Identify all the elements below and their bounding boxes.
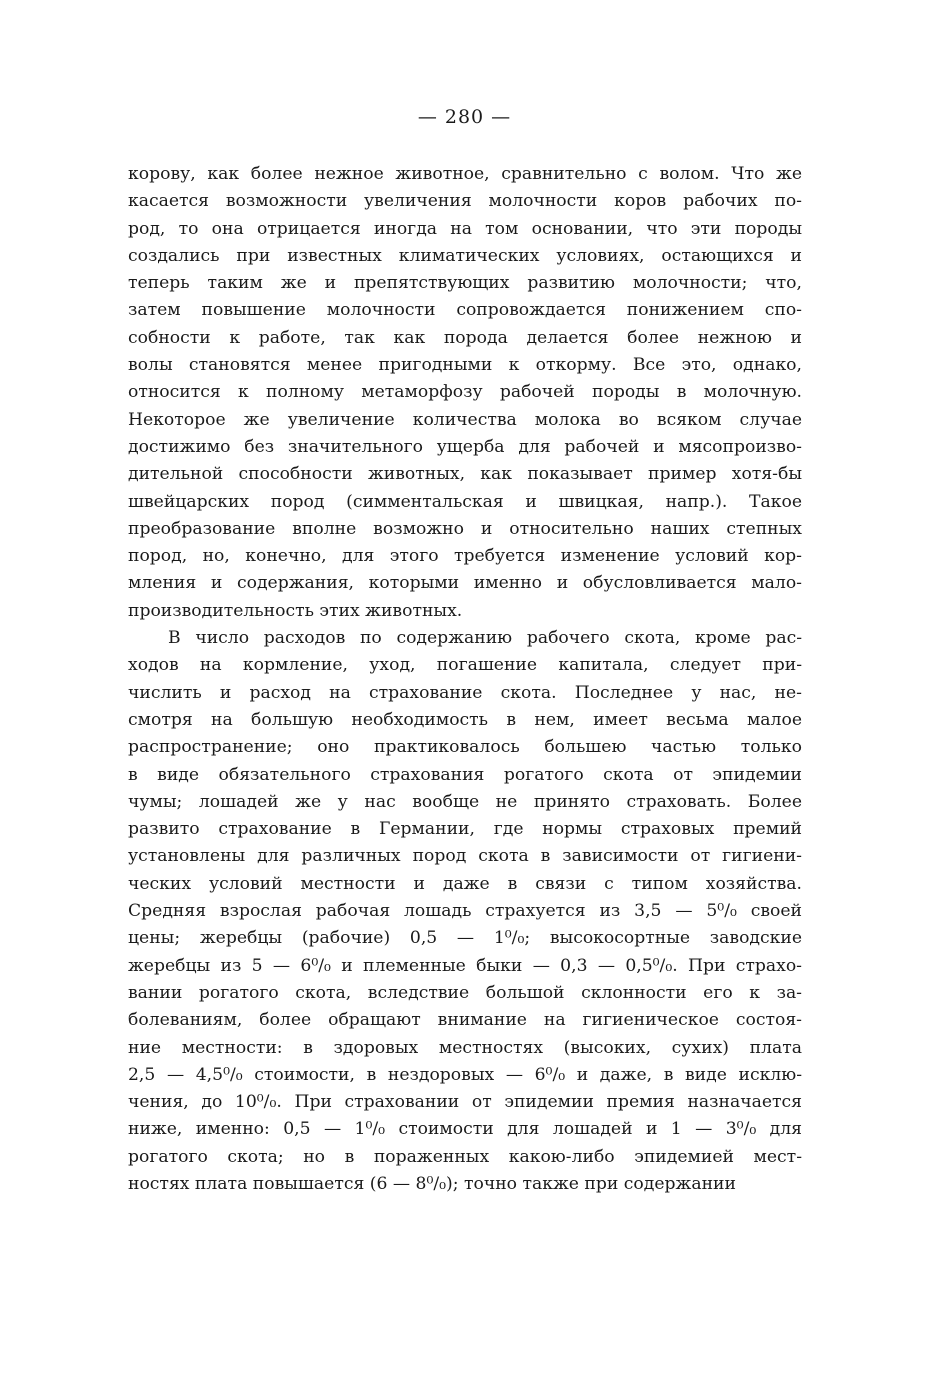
text-line: достижимо без значительного ущерба для рабочей и мясопроизво- [128, 436, 802, 457]
text-line: касается возможности увеличения молочности коров рабочих по- [128, 191, 802, 212]
text-line: ниже, именно: 0,5 — 1⁰/₀ стоимости для лошадей и 1 — 3⁰/₀ для [128, 1119, 802, 1140]
text-line: рогатого скота; но в пораженных какою-либо эпидемией мест- [128, 1146, 802, 1167]
text-line: числить и расход на страхование скота. Последнее у нас, не- [128, 682, 802, 703]
text-line: мления и содержания, которыми именно и обусловливается мало- [128, 573, 802, 594]
text-line: 2,5 — 4,5⁰/₀ стоимости, в нездоровых — 6⁰/₀ и даже, в виде исклю- [128, 1064, 802, 1085]
text-line: ческих условий местности и даже в связи с типом хозяйства. [128, 873, 802, 894]
text-line: собности к работе, так как порода делается более нежною и [128, 327, 802, 348]
text-line: чумы; лошадей же у нас вообще не принято страховать. Более [128, 791, 802, 812]
paragraph-2 [128, 625, 802, 1198]
text-line: чения, до 10⁰/₀. При страховании от эпидемии премия назначается [128, 1092, 802, 1113]
text-line: теперь таким же и препятствующих развитию молочности; что, [128, 273, 802, 294]
text-line: установлены для различных пород скота в зависимости от гигиени- [128, 846, 802, 867]
text-line: затем повышение молочности сопровождается понижением спо- [128, 300, 802, 321]
text-line: пород, но, конечно, для этого требуется изменение условий кор- [128, 546, 802, 567]
text-line: создались при известных климатических условиях, остающихся и [128, 245, 802, 266]
text-line: корову, как более нежное животное, сравнительно с волом. Что же [128, 164, 802, 184]
text-line: В число расходов по содержанию рабочего скота, кроме рас- [168, 628, 802, 649]
page-number: — 280 — [417, 106, 512, 128]
text-line: дительной способности животных, как показывает пример хотя-бы [128, 464, 802, 485]
text-line: волы становятся менее пригодными к откорму. Все это, однако, [128, 355, 802, 376]
text-line: ние местности: в здоровых местностях (высоких, сухих) плата [128, 1037, 802, 1058]
text-line: смотря на большую необходимость в нем, имеет весьма малое [128, 709, 802, 730]
body-text [128, 161, 802, 1198]
text-line: болеваниям, более обращают внимание на гигиеническое состоя- [128, 1010, 802, 1031]
text-line: ходов на кормление, уход, погашение капитала, следует при- [128, 655, 802, 676]
text-line: вании рогатого скота, вследствие большой склонности его к за- [128, 982, 802, 1003]
text-line: развито страхование в Германии, где нормы страховых премий [128, 819, 802, 840]
text-line: жеребцы из 5 — 6⁰/₀ и племенные быки — 0,3 — 0,5⁰/₀. При страхо- [128, 955, 802, 976]
text-line: распространение; оно практиковалось большею частью только [128, 737, 802, 758]
text-line: род, то она отрицается иногда на том основании, что эти породы [128, 218, 802, 239]
text-line: производительность этих животных. [128, 600, 463, 621]
text-line: Некоторое же увеличение количества молока во всяком случае [128, 409, 802, 430]
paragraph-1 [128, 161, 802, 625]
text-line: цены; жеребцы (рабочие) 0,5 — 1⁰/₀; высокосортные заводские [128, 928, 802, 949]
text-line: Средняя взрослая рабочая лошадь страхуется из 3,5 — 5⁰/₀ своей [128, 901, 802, 922]
text-line: ностях плата повышается (6 — 8⁰/₀); точно также при содержании [128, 1173, 736, 1194]
text-line: преобразование вполне возможно и относительно наших степных [128, 518, 802, 539]
text-line: швейцарских пород (симментальская и швицкая, напр.). Такое [128, 491, 802, 512]
text-line: в виде обязательного страхования рогатого скота от эпидемии [128, 764, 802, 785]
text-line: относится к полному метаморфозу рабочей породы в молочную. [128, 382, 802, 403]
